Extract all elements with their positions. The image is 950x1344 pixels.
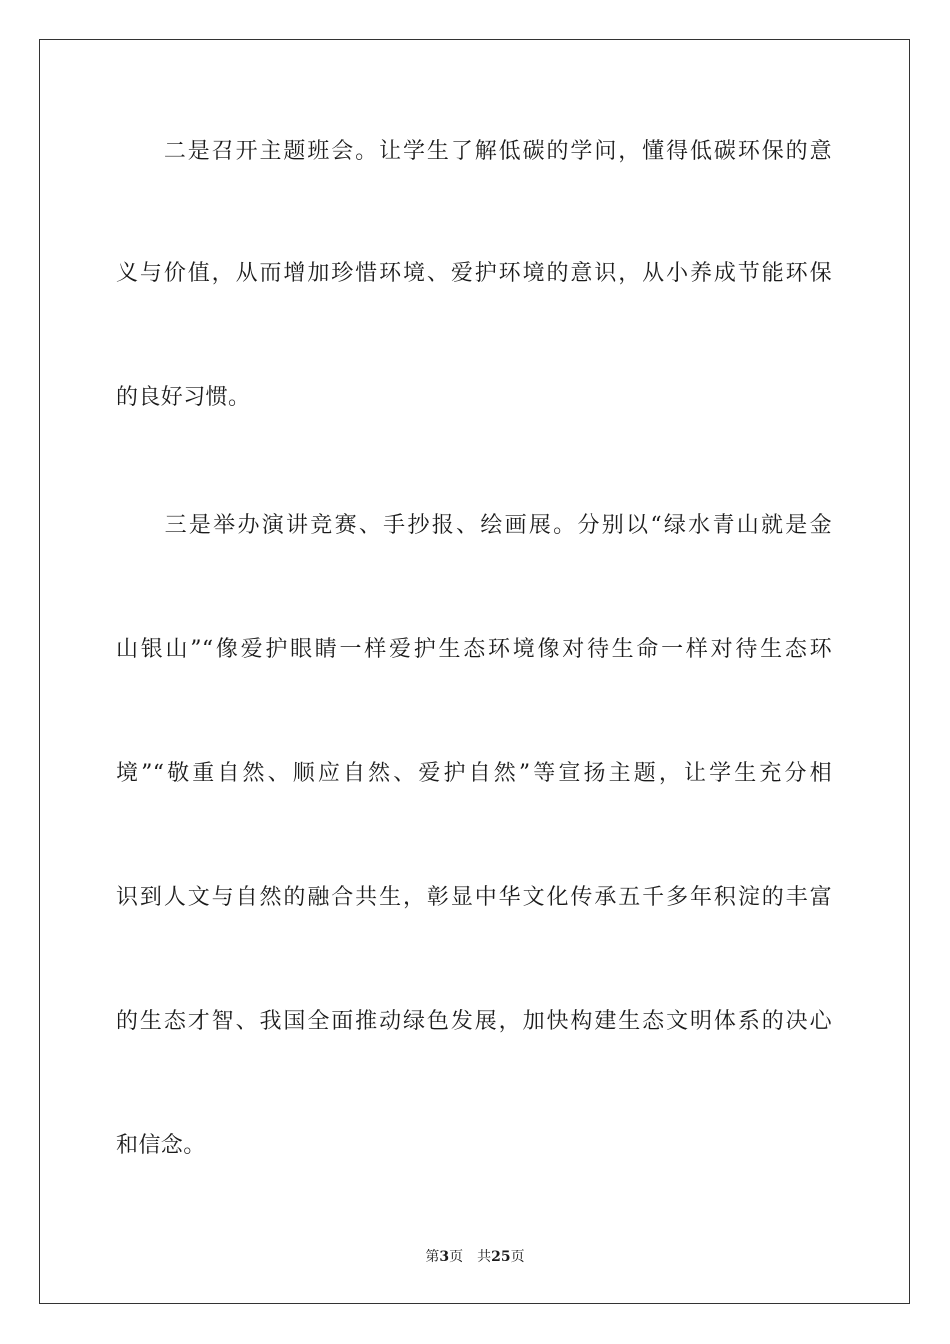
total-suffix: 页 xyxy=(510,1249,525,1265)
paragraph-line: 义与价值，从而增加珍惜环境、爱护环境的意识，从小养成节能环保 xyxy=(116,261,832,286)
paragraph-line: 二是召开主题班会。让学生了解低碳的学问，懂得低碳环保的意 xyxy=(116,139,832,164)
total-pages: 25 xyxy=(491,1249,511,1265)
paragraph-line: 的良好习惯。 xyxy=(116,385,251,410)
paragraph-line: 识到人文与自然的融合共生，彰显中华文化传承五千多年积淀的丰富 xyxy=(116,885,832,910)
total-prefix: 共 xyxy=(477,1249,492,1265)
page-border xyxy=(39,39,910,1304)
paragraph-line: 山银山”“像爱护眼睛一样爱护生态环境像对待生命一样对待生态环 xyxy=(116,637,832,662)
page-number: 3 xyxy=(439,1249,450,1265)
paragraph-line: 三是举办演讲竞赛、手抄报、绘画展。分别以“绿水青山就是金 xyxy=(116,513,832,538)
page-suffix: 页 xyxy=(449,1249,464,1265)
page-footer xyxy=(0,1248,950,1266)
paragraph-line: 境”“敬重自然、顺应自然、爱护自然”等宣扬主题，让学生充分相 xyxy=(116,761,832,786)
paragraph-line: 和信念。 xyxy=(116,1133,206,1158)
page-prefix: 第 xyxy=(425,1249,440,1265)
paragraph-line: 的生态才智、我国全面推动绿色发展，加快构建生态文明体系的决心 xyxy=(116,1009,832,1034)
